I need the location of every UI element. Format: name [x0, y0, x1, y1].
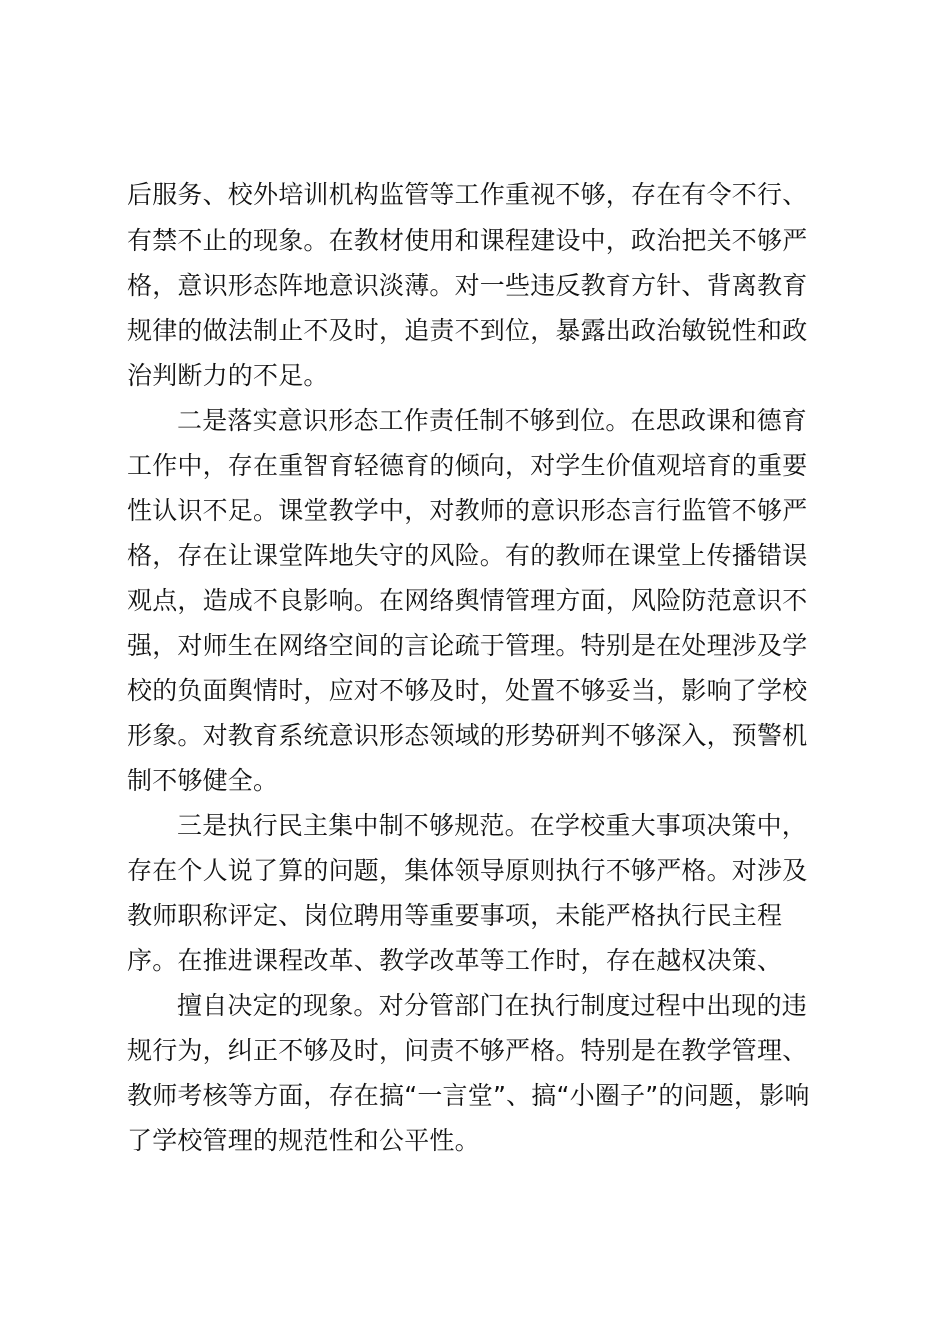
text-line: 了学校管理的规范性和公平性。	[127, 1126, 480, 1155]
text-line: 工作中，存在重智育轻德育的倾向，对学生价值观培育的重要	[127, 451, 808, 480]
paragraph-start-line: 擅自决定的现象。对分管部门在执行制度过程中出现的违	[177, 991, 808, 1020]
text-line: 规行为，纠正不够及时，问责不够严格。特别是在教学管理、	[127, 1036, 808, 1065]
text-line: 教师职称评定、岗位聘用等重要事项，未能严格执行民主程	[127, 901, 783, 930]
text-line: 存在个人说了算的问题，集体领导原则执行不够严格。对涉及	[127, 856, 808, 885]
paragraph-start-line: 三是执行民主集中制不够规范。在学校重大事项决策中，	[177, 811, 808, 840]
text-line: 强，对师生在网络空间的言论疏于管理。特别是在处理涉及学	[127, 631, 808, 660]
paragraph-start-line: 二是落实意识形态工作责任制不够到位。在思政课和德育	[177, 406, 808, 435]
text-line: 制不够健全。	[127, 766, 279, 795]
text-line: 格，意识形态阵地意识淡薄。对一些违反教育方针、背离教育	[127, 271, 808, 300]
text-line: 序。在推进课程改革、教学改革等工作时，存在越权决策、	[127, 946, 783, 975]
text-line: 有禁不止的现象。在教材使用和课程建设中，政治把关不够严	[127, 226, 808, 255]
text-line: 形象。对教育系统意识形态领域的形势研判不够深入，预警机	[127, 721, 808, 750]
text-line: 观点，造成不良影响。在网络舆情管理方面，风险防范意识不	[127, 586, 808, 615]
text-line: 规律的做法制止不及时，追责不到位，暴露出政治敏锐性和政	[127, 316, 808, 345]
text-line: 治判断力的不足。	[127, 361, 329, 390]
text-line: 后服务、校外培训机构监管等工作重视不够，存在有令不行、	[127, 180, 808, 209]
text-line: 格，存在让课堂阵地失守的风险。有的教师在课堂上传播错误	[127, 541, 808, 570]
text-line: 性认识不足。课堂教学中，对教师的意识形态言行监管不够严	[127, 496, 808, 525]
text-line: 教师考核等方面，存在搞“一言堂”、搞“小圈子”的问题，影响	[127, 1081, 810, 1110]
text-line: 校的负面舆情时，应对不够及时，处置不够妥当，影响了学校	[127, 676, 808, 705]
